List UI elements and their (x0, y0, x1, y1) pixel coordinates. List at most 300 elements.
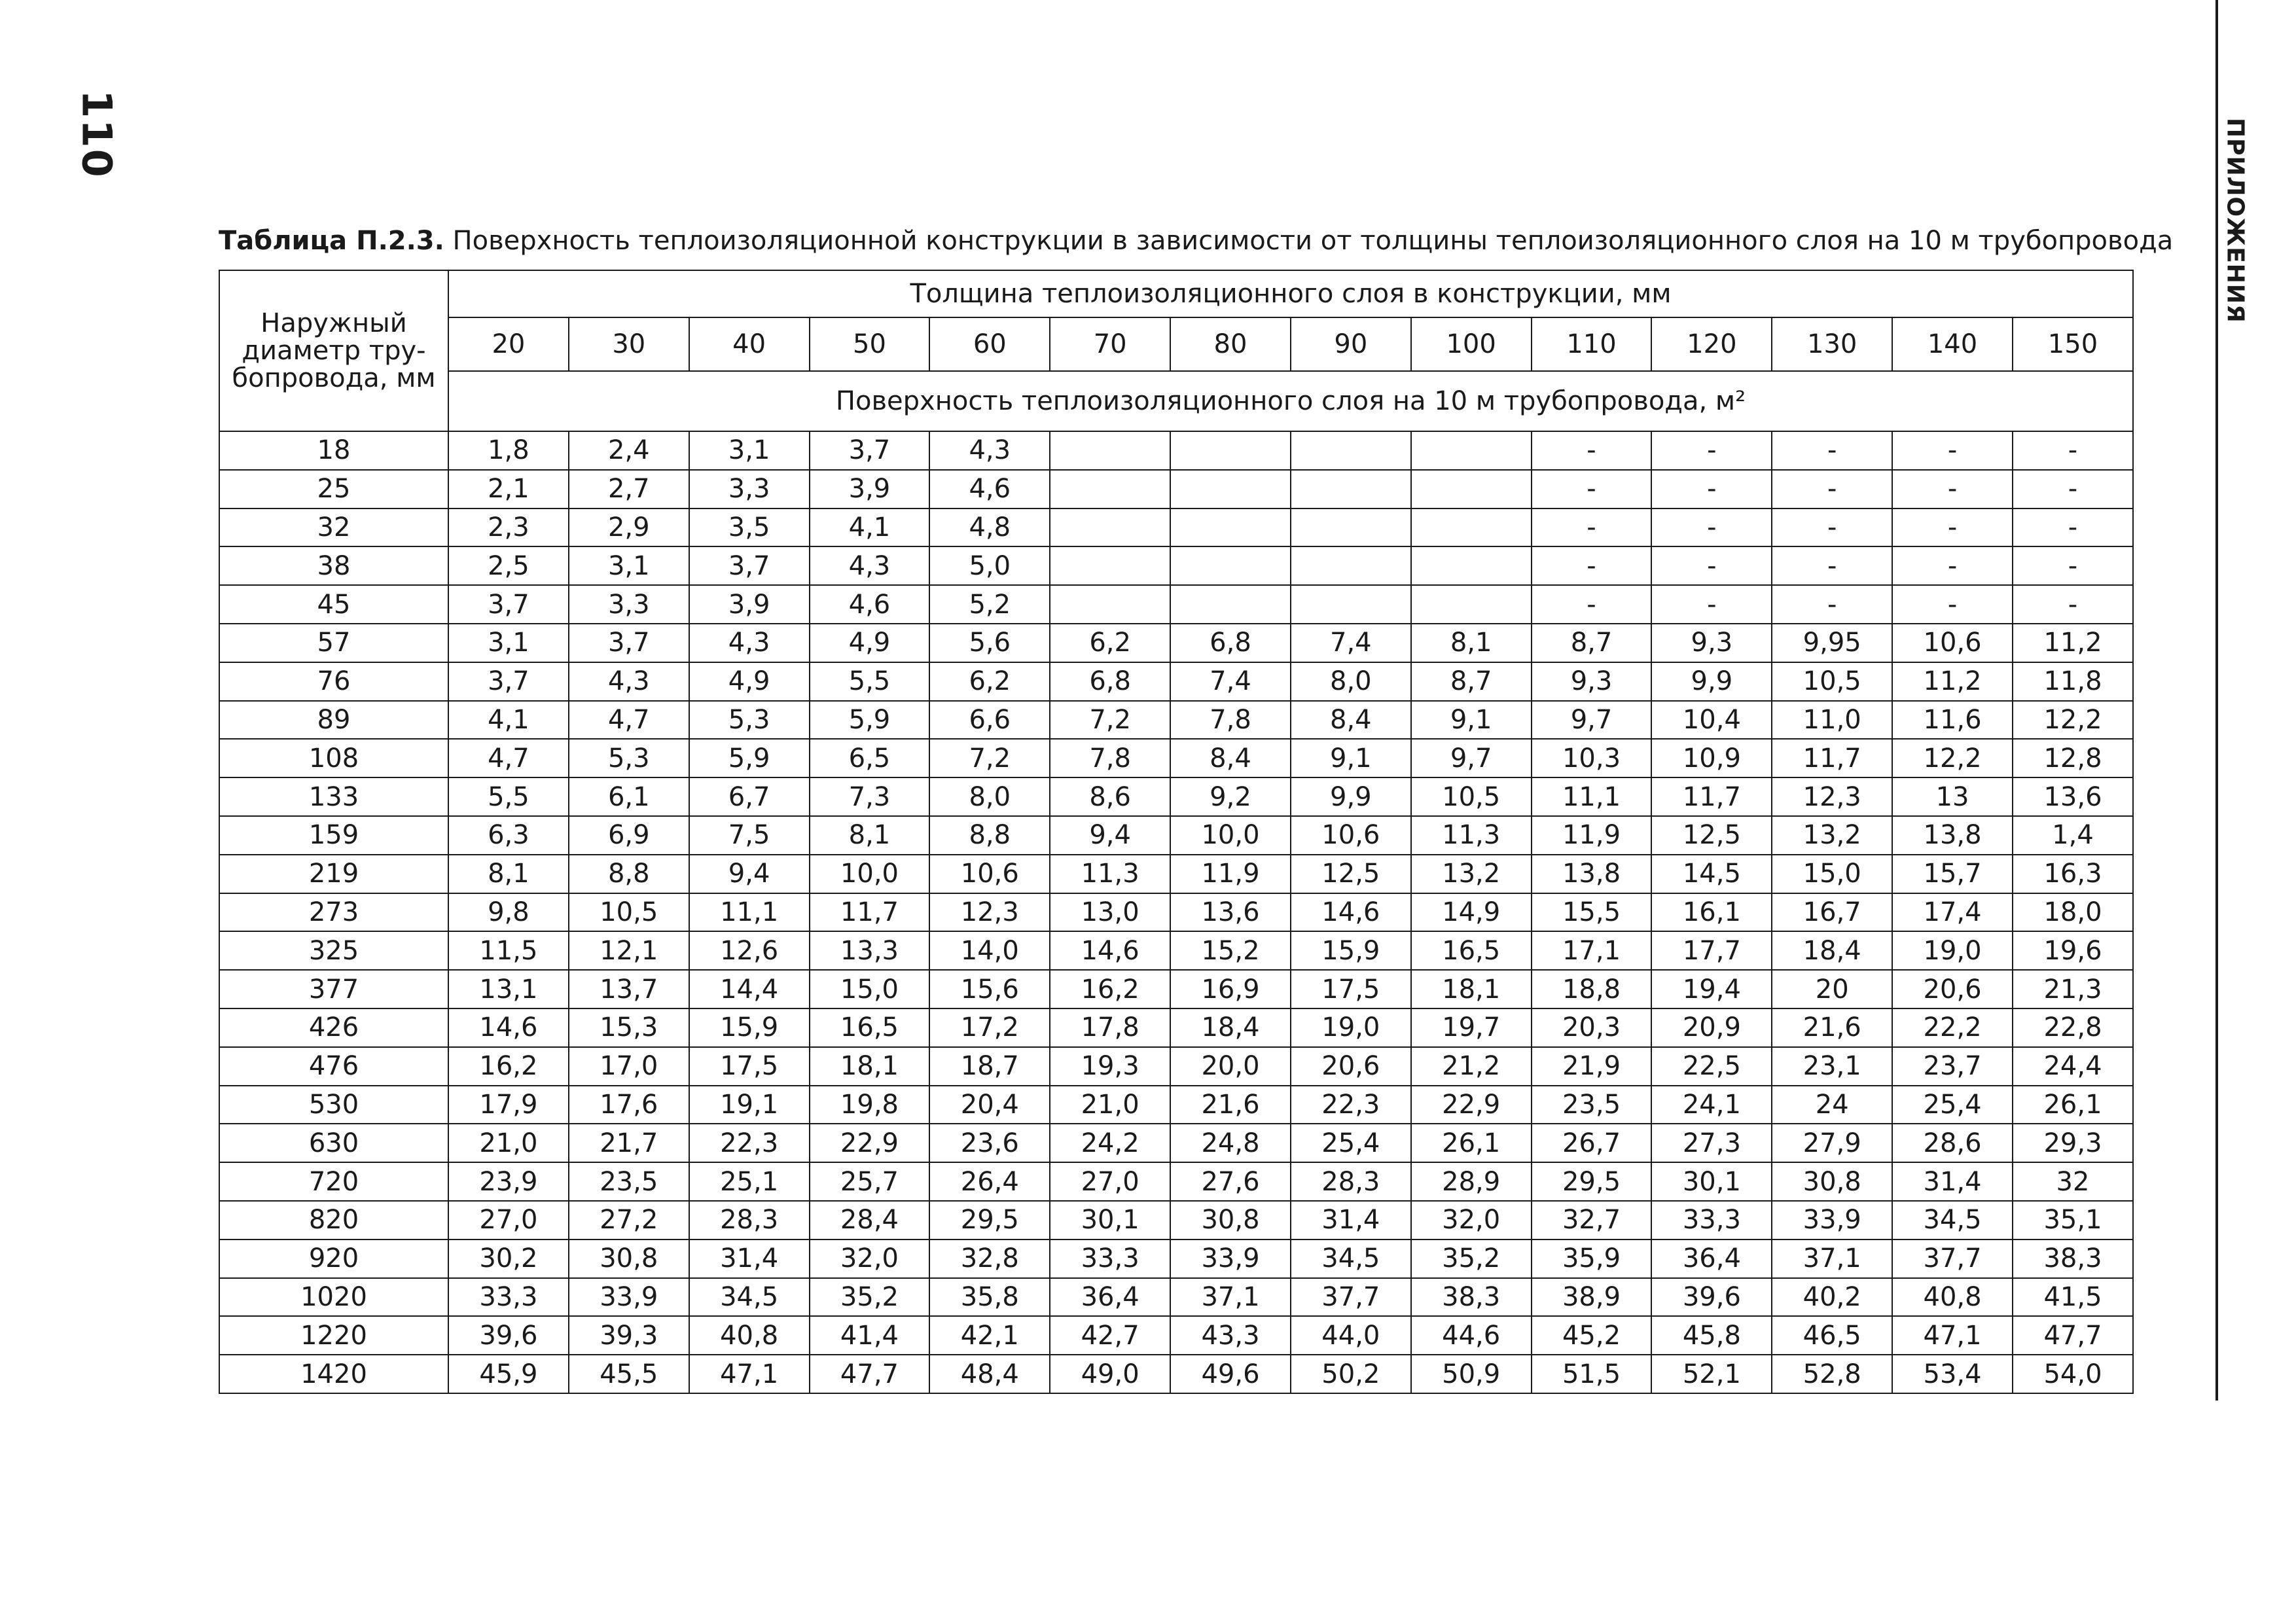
surface-cell: 18,0 (2013, 893, 2133, 932)
surface-cell: 17,8 (1050, 1008, 1170, 1047)
table-row (219, 739, 2133, 777)
thickness-70: 70 (1050, 317, 1170, 371)
surface-cell: 16,5 (1411, 931, 1532, 970)
surface-cell (1050, 508, 1170, 547)
surface-cell: 34,5 (1291, 1240, 1411, 1278)
column-group-surface: Поверхность теплоизоляционного слоя на 10 м трубопровода, м² (448, 371, 2133, 431)
surface-cell: 2,5 (448, 546, 569, 585)
surface-cell: 32,0 (810, 1240, 930, 1278)
surface-cell: 26,7 (1532, 1124, 1652, 1162)
surface-cell: 20,4 (929, 1086, 1050, 1124)
surface-cell: 3,3 (569, 585, 689, 624)
surface-cell: 8,4 (1291, 701, 1411, 740)
surface-cell: 7,8 (1170, 701, 1291, 740)
surface-cell: - (1892, 546, 2013, 585)
column-group-thickness: Толщина теплоизоляционного слоя в конструкции, мм (448, 270, 2133, 317)
surface-cell: 34,5 (689, 1278, 810, 1317)
diameter-cell: 89 (219, 701, 448, 740)
surface-cell: 28,9 (1411, 1162, 1532, 1201)
surface-cell: 30,8 (569, 1240, 689, 1278)
diameter-cell: 133 (219, 777, 448, 816)
surface-cell: 22,3 (689, 1124, 810, 1162)
diameter-cell: 426 (219, 1008, 448, 1047)
surface-cell: 21,3 (2013, 970, 2133, 1008)
surface-cell: 2,4 (569, 431, 689, 470)
table-row (219, 624, 2133, 662)
surface-cell: 5,6 (929, 624, 1050, 662)
surface-cell: 13,8 (1892, 816, 2013, 855)
surface-cell: 15,9 (1291, 931, 1411, 970)
surface-cell: 30,2 (448, 1240, 569, 1278)
surface-cell: 12,3 (1772, 777, 1892, 816)
surface-cell: - (1892, 585, 2013, 624)
surface-cell: 26,1 (2013, 1086, 2133, 1124)
surface-cell: 19,8 (810, 1086, 930, 1124)
surface-cell: 17,0 (569, 1047, 689, 1086)
surface-cell: - (1651, 585, 1772, 624)
surface-cell: 41,5 (2013, 1278, 2133, 1317)
table-caption-text: Поверхность теплоизоляционной конструкции в зависимости от толщины теплоизоляционного слоя на 10 м трубопровода (444, 226, 2174, 256)
surface-cell: - (1532, 431, 1652, 470)
surface-cell: 50,9 (1411, 1355, 1532, 1393)
diameter-cell: 1220 (219, 1316, 448, 1355)
surface-cell: 45,8 (1651, 1316, 1772, 1355)
surface-cell: - (1532, 470, 1652, 508)
surface-cell: 8,1 (448, 855, 569, 893)
surface-cell: 11,9 (1170, 855, 1291, 893)
surface-cell: 52,1 (1651, 1355, 1772, 1393)
thickness-130: 130 (1772, 317, 1892, 371)
thickness-60: 60 (929, 317, 1050, 371)
surface-cell: 9,9 (1651, 662, 1772, 701)
surface-cell: 47,7 (810, 1355, 930, 1393)
surface-cell: - (1892, 431, 2013, 470)
surface-cell: 10,3 (1532, 739, 1652, 777)
surface-cell: 22,8 (2013, 1008, 2133, 1047)
diameter-cell: 25 (219, 470, 448, 508)
surface-cell: 27,9 (1772, 1124, 1892, 1162)
surface-cell: 24 (1772, 1086, 1892, 1124)
surface-cell: 3,1 (448, 624, 569, 662)
surface-cell: 12,6 (689, 931, 810, 970)
surface-cell: 9,8 (448, 893, 569, 932)
surface-cell: 6,6 (929, 701, 1050, 740)
surface-cell: 13,2 (1411, 855, 1532, 893)
surface-cell: 1,8 (448, 431, 569, 470)
surface-cell: 17,9 (448, 1086, 569, 1124)
surface-cell: 26,1 (1411, 1124, 1532, 1162)
thickness-90: 90 (1291, 317, 1411, 371)
surface-cell: 12,5 (1651, 816, 1772, 855)
surface-cell: 5,5 (448, 777, 569, 816)
surface-cell: 20,9 (1651, 1008, 1772, 1047)
surface-cell (1291, 508, 1411, 547)
surface-cell: 17,5 (1291, 970, 1411, 1008)
thickness-120: 120 (1651, 317, 1772, 371)
thickness-20: 20 (448, 317, 569, 371)
surface-cell: 15,6 (929, 970, 1050, 1008)
surface-cell: 37,1 (1772, 1240, 1892, 1278)
surface-cell: 11,1 (689, 893, 810, 932)
thickness-150: 150 (2013, 317, 2133, 371)
surface-cell: 12,2 (2013, 701, 2133, 740)
surface-cell: 13,0 (1050, 893, 1170, 932)
surface-cell: 42,7 (1050, 1316, 1170, 1355)
surface-cell: 13,8 (1532, 855, 1652, 893)
surface-cell: 13 (1892, 777, 2013, 816)
table-row (219, 1278, 2133, 1317)
surface-cell: 4,1 (448, 701, 569, 740)
table-row (219, 1047, 2133, 1086)
surface-cell: - (1651, 431, 1772, 470)
surface-cell: 36,4 (1050, 1278, 1170, 1317)
surface-cell: 38,3 (2013, 1240, 2133, 1278)
diameter-cell: 1020 (219, 1278, 448, 1317)
thickness-80: 80 (1170, 317, 1291, 371)
surface-cell: - (1772, 546, 1892, 585)
surface-cell: 6,2 (929, 662, 1050, 701)
surface-cell: 35,9 (1532, 1240, 1652, 1278)
surface-cell: 46,5 (1772, 1316, 1892, 1355)
surface-cell: - (2013, 470, 2133, 508)
surface-cell (1411, 585, 1532, 624)
thickness-140: 140 (1892, 317, 2013, 371)
table-row (219, 1008, 2133, 1047)
surface-cell: 19,0 (1291, 1008, 1411, 1047)
surface-cell: 35,1 (2013, 1201, 2133, 1240)
diameter-cell: 18 (219, 431, 448, 470)
table-row (219, 1240, 2133, 1278)
surface-cell: 9,7 (1532, 701, 1652, 740)
surface-cell: 8,7 (1532, 624, 1652, 662)
diameter-cell: 45 (219, 585, 448, 624)
surface-cell: 18,1 (1411, 970, 1532, 1008)
table-row (219, 931, 2133, 970)
surface-cell: 12,5 (1291, 855, 1411, 893)
surface-cell: 30,1 (1050, 1201, 1170, 1240)
surface-cell: 15,2 (1170, 931, 1291, 970)
surface-cell: - (1772, 508, 1892, 547)
surface-cell: 45,2 (1532, 1316, 1652, 1355)
surface-cell: 9,4 (1050, 816, 1170, 855)
surface-cell: 19,3 (1050, 1047, 1170, 1086)
surface-cell: 39,3 (569, 1316, 689, 1355)
surface-cell: 10,0 (1170, 816, 1291, 855)
surface-cell: 9,1 (1411, 701, 1532, 740)
table-row (219, 1124, 2133, 1162)
surface-cell: 3,5 (689, 508, 810, 547)
surface-cell: 10,6 (1291, 816, 1411, 855)
diameter-cell: 1420 (219, 1355, 448, 1393)
surface-cell: 2,1 (448, 470, 569, 508)
surface-cell: 10,9 (1651, 739, 1772, 777)
surface-cell: 3,7 (448, 662, 569, 701)
surface-cell: 29,5 (929, 1201, 1050, 1240)
surface-cell: 21,7 (569, 1124, 689, 1162)
surface-cell: - (1532, 546, 1652, 585)
diameter-cell: 159 (219, 816, 448, 855)
surface-cell: 32,0 (1411, 1201, 1532, 1240)
surface-cell: 40,8 (1892, 1278, 2013, 1317)
surface-cell: 30,1 (1651, 1162, 1772, 1201)
surface-cell: 12,3 (929, 893, 1050, 932)
surface-cell: - (2013, 585, 2133, 624)
surface-cell: 11,0 (1772, 701, 1892, 740)
table-row (219, 855, 2133, 893)
diameter-cell: 325 (219, 931, 448, 970)
diameter-cell: 820 (219, 1201, 448, 1240)
surface-cell (1170, 431, 1291, 470)
table-row (219, 1086, 2133, 1124)
surface-cell: 47,1 (689, 1355, 810, 1393)
thickness-values-row (219, 317, 2133, 371)
surface-cell: 35,8 (929, 1278, 1050, 1317)
surface-cell: 31,4 (1291, 1201, 1411, 1240)
surface-cell: 3,1 (689, 431, 810, 470)
surface-cell: 8,6 (1050, 777, 1170, 816)
surface-cell: 4,9 (810, 624, 930, 662)
surface-cell: 15,9 (689, 1008, 810, 1047)
surface-cell: 37,7 (1892, 1240, 2013, 1278)
surface-cell: - (1651, 508, 1772, 547)
surface-cell: 5,5 (810, 662, 930, 701)
surface-cell: 28,4 (810, 1201, 930, 1240)
surface-cell: 31,4 (1892, 1162, 2013, 1201)
surface-cell: - (2013, 546, 2133, 585)
surface-cell: 34,5 (1892, 1201, 2013, 1240)
diameter-cell: 273 (219, 893, 448, 932)
surface-cell: 33,3 (448, 1278, 569, 1317)
surface-cell: 5,3 (689, 701, 810, 740)
surface-cell: 19,1 (689, 1086, 810, 1124)
surface-cell: 23,5 (569, 1162, 689, 1201)
surface-cell: 22,2 (1892, 1008, 2013, 1047)
surface-cell: 25,1 (689, 1162, 810, 1201)
surface-cell: 16,3 (2013, 855, 2133, 893)
surface-cell: 43,3 (1170, 1316, 1291, 1355)
surface-cell: 18,1 (810, 1047, 930, 1086)
page-number-text: 110 (73, 90, 121, 179)
surface-cell: 15,7 (1892, 855, 2013, 893)
surface-cell: 10,5 (1411, 777, 1532, 816)
table-row (219, 701, 2133, 740)
surface-cell (1170, 546, 1291, 585)
table-row (219, 546, 2133, 585)
surface-cell: 3,7 (689, 546, 810, 585)
thickness-30: 30 (569, 317, 689, 371)
surface-cell: 9,1 (1291, 739, 1411, 777)
surface-cell: 9,9 (1291, 777, 1411, 816)
surface-cell: 20 (1772, 970, 1892, 1008)
surface-cell: 3,7 (569, 624, 689, 662)
surface-cell: 13,6 (2013, 777, 2133, 816)
surface-cell: 5,3 (569, 739, 689, 777)
surface-cell: 44,6 (1411, 1316, 1532, 1355)
diameter-cell: 108 (219, 739, 448, 777)
surface-cell: 14,6 (1291, 893, 1411, 932)
surface-cell: 6,7 (689, 777, 810, 816)
surface-cell: 16,9 (1170, 970, 1291, 1008)
surface-cell: 15,5 (1532, 893, 1652, 932)
surface-cell: 2,3 (448, 508, 569, 547)
diameter-cell: 76 (219, 662, 448, 701)
surface-cell: 27,0 (448, 1201, 569, 1240)
surface-cell: 10,4 (1651, 701, 1772, 740)
surface-cell: 10,5 (569, 893, 689, 932)
surface-cell: 14,6 (448, 1008, 569, 1047)
surface-cell: 17,5 (689, 1047, 810, 1086)
surface-cell: - (1772, 585, 1892, 624)
diameter-cell: 920 (219, 1240, 448, 1278)
surface-cell: - (2013, 431, 2133, 470)
surface-cell: 11,6 (1892, 701, 2013, 740)
surface-cell: 6,2 (1050, 624, 1170, 662)
surface-cell (1291, 585, 1411, 624)
surface-cell: 22,9 (1411, 1086, 1532, 1124)
surface-cell: 21,6 (1772, 1008, 1892, 1047)
surface-cell: 17,4 (1892, 893, 2013, 932)
surface-cell: 33,9 (1772, 1201, 1892, 1240)
surface-cell: 9,2 (1170, 777, 1291, 816)
surface-cell: 51,5 (1532, 1355, 1652, 1393)
surface-cell: 6,1 (569, 777, 689, 816)
surface-cell: 11,3 (1050, 855, 1170, 893)
surface-cell: 18,8 (1532, 970, 1652, 1008)
diameter-cell: 720 (219, 1162, 448, 1201)
surface-cell: 4,1 (810, 508, 930, 547)
surface-cell: 25,4 (1892, 1086, 2013, 1124)
table-row (219, 893, 2133, 932)
surface-cell: 13,2 (1772, 816, 1892, 855)
surface-cell: 8,0 (1291, 662, 1411, 701)
surface-cell: 22,9 (810, 1124, 930, 1162)
table-row (219, 585, 2133, 624)
surface-cell: 6,9 (569, 816, 689, 855)
thickness-100: 100 (1411, 317, 1532, 371)
surface-cell: - (1532, 508, 1652, 547)
surface-cell (1170, 470, 1291, 508)
surface-cell: 14,9 (1411, 893, 1532, 932)
surface-cell: 23,9 (448, 1162, 569, 1201)
surface-cell: 33,9 (569, 1278, 689, 1317)
diameter-cell: 219 (219, 855, 448, 893)
surface-cell: 6,8 (1170, 624, 1291, 662)
surface-cell: 27,2 (569, 1201, 689, 1240)
surface-cell: 21,6 (1170, 1086, 1291, 1124)
surface-cell: 12,1 (569, 931, 689, 970)
surface-cell: 5,2 (929, 585, 1050, 624)
surface-cell: 13,1 (448, 970, 569, 1008)
surface-cell: 7,4 (1291, 624, 1411, 662)
table-row (219, 1316, 2133, 1355)
surface-cell: 32 (2013, 1162, 2133, 1201)
surface-cell: 10,6 (1892, 624, 2013, 662)
surface-cell (1170, 508, 1291, 547)
surface-cell: 14,5 (1651, 855, 1772, 893)
thickness-50: 50 (810, 317, 930, 371)
diameter-cell: 38 (219, 546, 448, 585)
surface-cell: 5,9 (810, 701, 930, 740)
surface-cell: 6,5 (810, 739, 930, 777)
surface-cell: 4,7 (569, 701, 689, 740)
diameter-cell: 476 (219, 1047, 448, 1086)
surface-cell: 23,5 (1532, 1086, 1652, 1124)
surface-cell (1291, 431, 1411, 470)
surface-cell: 27,6 (1170, 1162, 1291, 1201)
table-body (219, 431, 2133, 1393)
surface-cell: 23,6 (929, 1124, 1050, 1162)
surface-cell: 3,7 (810, 431, 930, 470)
surface-cell: 5,9 (689, 739, 810, 777)
surface-cell: 8,1 (1411, 624, 1532, 662)
surface-cell: 7,5 (689, 816, 810, 855)
diameter-cell: 530 (219, 1086, 448, 1124)
side-rule (2215, 0, 2218, 1400)
surface-cell: 8,4 (1170, 739, 1291, 777)
thickness-110: 110 (1532, 317, 1652, 371)
surface-cell: 44,0 (1291, 1316, 1411, 1355)
table-row (219, 1201, 2133, 1240)
surface-cell: - (1892, 508, 2013, 547)
surface-cell: 45,5 (569, 1355, 689, 1393)
surface-cell: 9,3 (1532, 662, 1652, 701)
surface-cell: 6,3 (448, 816, 569, 855)
surface-cell: 16,1 (1651, 893, 1772, 932)
surface-cell: 20,3 (1532, 1008, 1652, 1047)
diameter-cell: 377 (219, 970, 448, 1008)
surface-cell: 19,7 (1411, 1008, 1532, 1047)
insulation-surface-table (219, 270, 2134, 1394)
surface-cell: - (1772, 431, 1892, 470)
table-row (219, 662, 2133, 701)
surface-cell: 7,4 (1170, 662, 1291, 701)
surface-cell: 29,5 (1532, 1162, 1652, 1201)
surface-cell: 14,6 (1050, 931, 1170, 970)
surface-cell: 10,5 (1772, 662, 1892, 701)
surface-cell: 11,2 (2013, 624, 2133, 662)
surface-cell: 4,6 (810, 585, 930, 624)
surface-cell: 20,6 (1291, 1047, 1411, 1086)
surface-cell: 14,0 (929, 931, 1050, 970)
surface-cell: 14,4 (689, 970, 810, 1008)
surface-cell: 13,3 (810, 931, 930, 970)
surface-cell: 3,7 (448, 585, 569, 624)
surface-cell: 49,6 (1170, 1355, 1291, 1393)
surface-cell: 54,0 (2013, 1355, 2133, 1393)
row-header-outer-diameter: Наружный диаметр тру-бопровода, мм (219, 270, 448, 431)
surface-cell: 8,1 (810, 816, 930, 855)
surface-cell: 19,0 (1892, 931, 2013, 970)
surface-cell: 39,6 (1651, 1278, 1772, 1317)
surface-cell: 33,9 (1170, 1240, 1291, 1278)
surface-cell: 35,2 (1411, 1240, 1532, 1278)
surface-cell: 11,5 (448, 931, 569, 970)
surface-cell: 16,2 (448, 1047, 569, 1086)
surface-cell: 4,3 (689, 624, 810, 662)
surface-cell: 27,3 (1651, 1124, 1772, 1162)
surface-cell: 49,0 (1050, 1355, 1170, 1393)
surface-cell: - (1651, 546, 1772, 585)
surface-cell: 17,2 (929, 1008, 1050, 1047)
surface-cell: 21,2 (1411, 1047, 1532, 1086)
surface-cell: 7,3 (810, 777, 930, 816)
surface-cell: 38,9 (1532, 1278, 1652, 1317)
surface-cell: 4,3 (810, 546, 930, 585)
surface-cell: 37,7 (1291, 1278, 1411, 1317)
surface-cell: 37,1 (1170, 1278, 1291, 1317)
surface-cell: 28,3 (689, 1201, 810, 1240)
surface-cell: 48,4 (929, 1355, 1050, 1393)
